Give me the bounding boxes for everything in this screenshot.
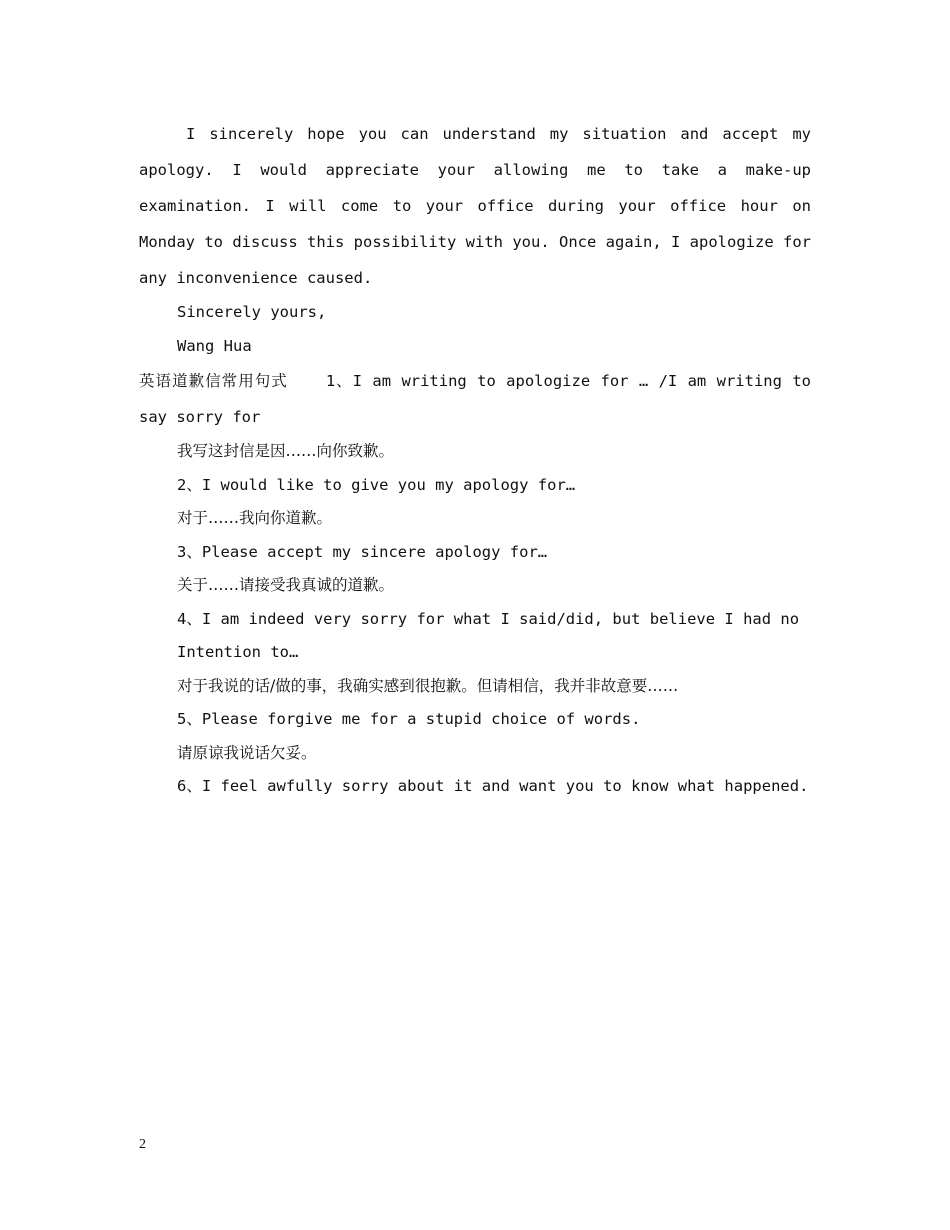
phrase-item-3-chinese: 关于……请接受我真诚的道歉。 [177, 576, 395, 594]
phrases-section-heading: 英语道歉信常用句式 [139, 372, 288, 390]
phrase-item-1-english [139, 363, 811, 435]
phrase-item-6-english: 6、I feel awfully sorry about it and want you to know what happened. [177, 777, 809, 795]
phrase-item-1-chinese: 我写这封信是因……向你致歉。 [177, 442, 395, 460]
letter-sign-off: Sincerely yours, [177, 303, 327, 321]
phrase-item-2-chinese: 对于……我向你道歉。 [177, 509, 333, 527]
phrase-item-4-chinese: 对于我说的话/做的事，我确实感到很抱歉。但请相信，我并非故意要…… [177, 676, 679, 695]
page-content [139, 116, 811, 804]
letter-closing-paragraph: I sincerely hope you can understand my situation and accept my apology. I would appreciate your allowing me to take a make-up examination. I will come to your office during your office hour on Monday to discuss this possibility with you. Once again, I apologize for any inconvenience caused. [139, 125, 811, 287]
phrase-item-4-english-line2: Intention to… [177, 643, 299, 661]
phrase-item-5-english: 5、Please forgive me for a stupid choice of words. [177, 710, 641, 728]
phrase-item-3-english: 3、Please accept my sincere apology for… [177, 542, 548, 561]
phrase-item-4-english-line1: 4、I am indeed very sorry for what I said/did, but believe I had no [177, 609, 800, 628]
phrase-item-5-chinese: 请原谅我说话欠妥。 [177, 743, 317, 762]
letter-signature: Wang Hua [177, 336, 252, 355]
phrase-item-2-english: 2、I would like to give you my apology for… [177, 475, 576, 494]
page-number: 2 [139, 1137, 146, 1152]
phrase-item-1-text: 1、I am writing to apologize for … /I am writing to say sorry for [139, 372, 811, 426]
